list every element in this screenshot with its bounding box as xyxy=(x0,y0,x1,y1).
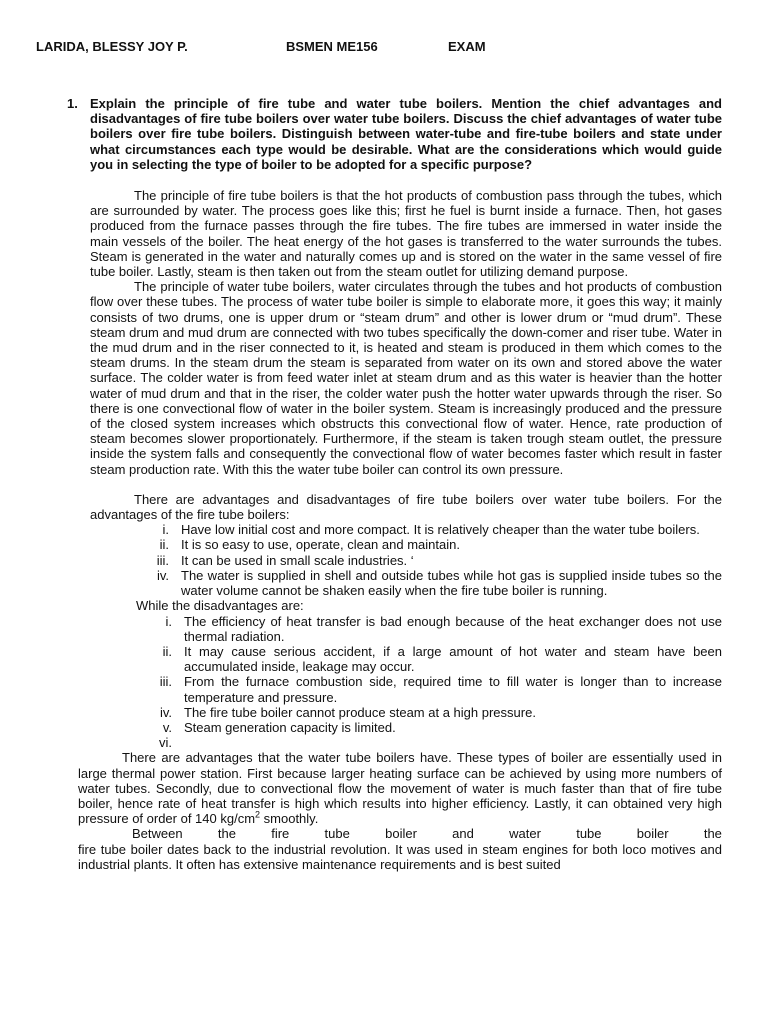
list-item: v. Steam generation capacity is limited. xyxy=(162,719,396,735)
question-text: Explain the principle of fire tube and water tube boilers. Mention the chief advantages and disadvantages of fire tube boilers over water tube boilers. Discuss the chief advantages of water tube boilers over fire tube boilers. Distinguish between water-tube and fire-tube boilers and state under what circumstances each type would be desirable. What are the considerations which would guide you in selecting the type of boiler to be adopted for a specific purpose? xyxy=(90,96,722,172)
list-item: vi. xyxy=(159,735,172,751)
answer-continuation xyxy=(78,750,722,872)
advantages-list xyxy=(90,522,722,598)
question-number: 1. xyxy=(67,96,78,111)
answer-paragraph-comparison: fire tube boiler dates back to the industrial revolution. It was used in steam engines for both loco motives and industrial plants. It often has extensive maintenance requirements and is best suited xyxy=(78,841,722,872)
list-item: i. Have low initial cost and more compact. It is relatively cheaper than the water tube boilers. xyxy=(162,522,700,538)
exam-content xyxy=(67,96,722,872)
list-item: iv. The water is supplied in shell and outside tubes while hot gas is supplied inside tubes so the water volume cannot be shaken easily when the fire tube boiler is running. xyxy=(156,567,722,599)
student-name: LARIDA, BLESSY JOY P. xyxy=(36,39,188,54)
answer-paragraph-advantages-intro: There are advantages and disadvantages of fire tube boilers over water tube boilers. For the advantages of the fire tube boilers: xyxy=(90,491,722,523)
answer-paragraph-water-tube-advantages: There are advantages that the water tube boilers have. These types of boiler are essentially used in large thermal power station. First because larger heating surface can be achieved by using more numbers of water tubes. Secondly, due to convectional flow the movement of water is much faster than that of fire tube boiler, hence rate of heat transfer is high which results into higher efficiency. Lastly, it can obtained very high pressure of order of 140 $kg/cm^2$ smoothly. xyxy=(78,750,722,827)
answer-paragraph-fire-tube-principle: The principle of fire tube boilers is that the hot products of combustion pass through the tubes, which are surrounded by water. The process goes like this; first he fuel is burnt inside a furnace. Then, hot gases produced from the furnace passes through the fire tubes. The fire tubes are immersed in water inside the main vessels of the boiler. The heat energy of the hot gases is transferred to the water surrounds the tubes. Steam is generated in the water and naturally comes up and is stored on the water in the same vessel of fire tube boiler. Lastly, steam is then taken out from the steam outlet for utilizing demand purpose. xyxy=(90,188,722,280)
disadvantages-list xyxy=(90,614,722,751)
answer-paragraph-water-tube-principle: The principle of water tube boilers, water circulates through the tubes and hot products of combustion flow over these tubes. The process of water tube boiler is simple to elaborate more, it goes this way; it mainly consists of two drums, one is upper drum or “steam drum” and other is lower drum or “mud drum”. These steam drum and mud drum are connected with two tubes specifically the down-comer and riser tube. Water in the mud drum and in the riser connected to it, is heated and steam is produced in them which comes to the steam drums. In the steam drum the steam is separated from water on its own and stored above the water surface. The colder water is from feed water inlet at steam drum and as this water is heavier than the hotter water of mud drum and that in the riser, the colder water push the hotter water upwards through the riser. So there is one convectional flow of water in the boiler system. Steam is increasingly produced and the pressure of the closed system increases which obstructs this convectional flow of water. Hence, rate production of steam becomes slower proportionately. Furthermore, if the steam is taken trough steam outlet, the pressure inside the system falls and consequently the convectional flow of water becomes faster which result in faster steam production rate. With this the water tube boiler can control its own pressure. xyxy=(90,279,722,477)
disadvantages-label: While the disadvantages are: xyxy=(136,598,304,614)
exam-label: EXAM xyxy=(448,39,486,54)
course-code: BSMEN ME156 xyxy=(286,39,378,54)
list-item: i. The efficiency of heat transfer is bad enough because of the heat exchanger does not use thermal radiation. xyxy=(165,613,722,644)
list-item: iii. From the furnace combustion side, required time to fill water is longer than to increase temperature and pressure. xyxy=(159,674,722,705)
answer-paragraph-comparison-first-line: Between the fire tube boiler and water tube boiler the xyxy=(132,826,722,842)
list-item: ii. It is so easy to use, operate, clean and maintain. xyxy=(159,537,460,553)
list-item: iii. It can be used in small scale industries. ‘ xyxy=(156,552,414,568)
list-item: ii. It may cause serious accident, if a large amount of hot water and steam have been accumulated inside, leakage may occur. xyxy=(162,643,722,675)
list-item: iv. The fire tube boiler cannot produce steam at a high pressure. xyxy=(159,704,536,720)
